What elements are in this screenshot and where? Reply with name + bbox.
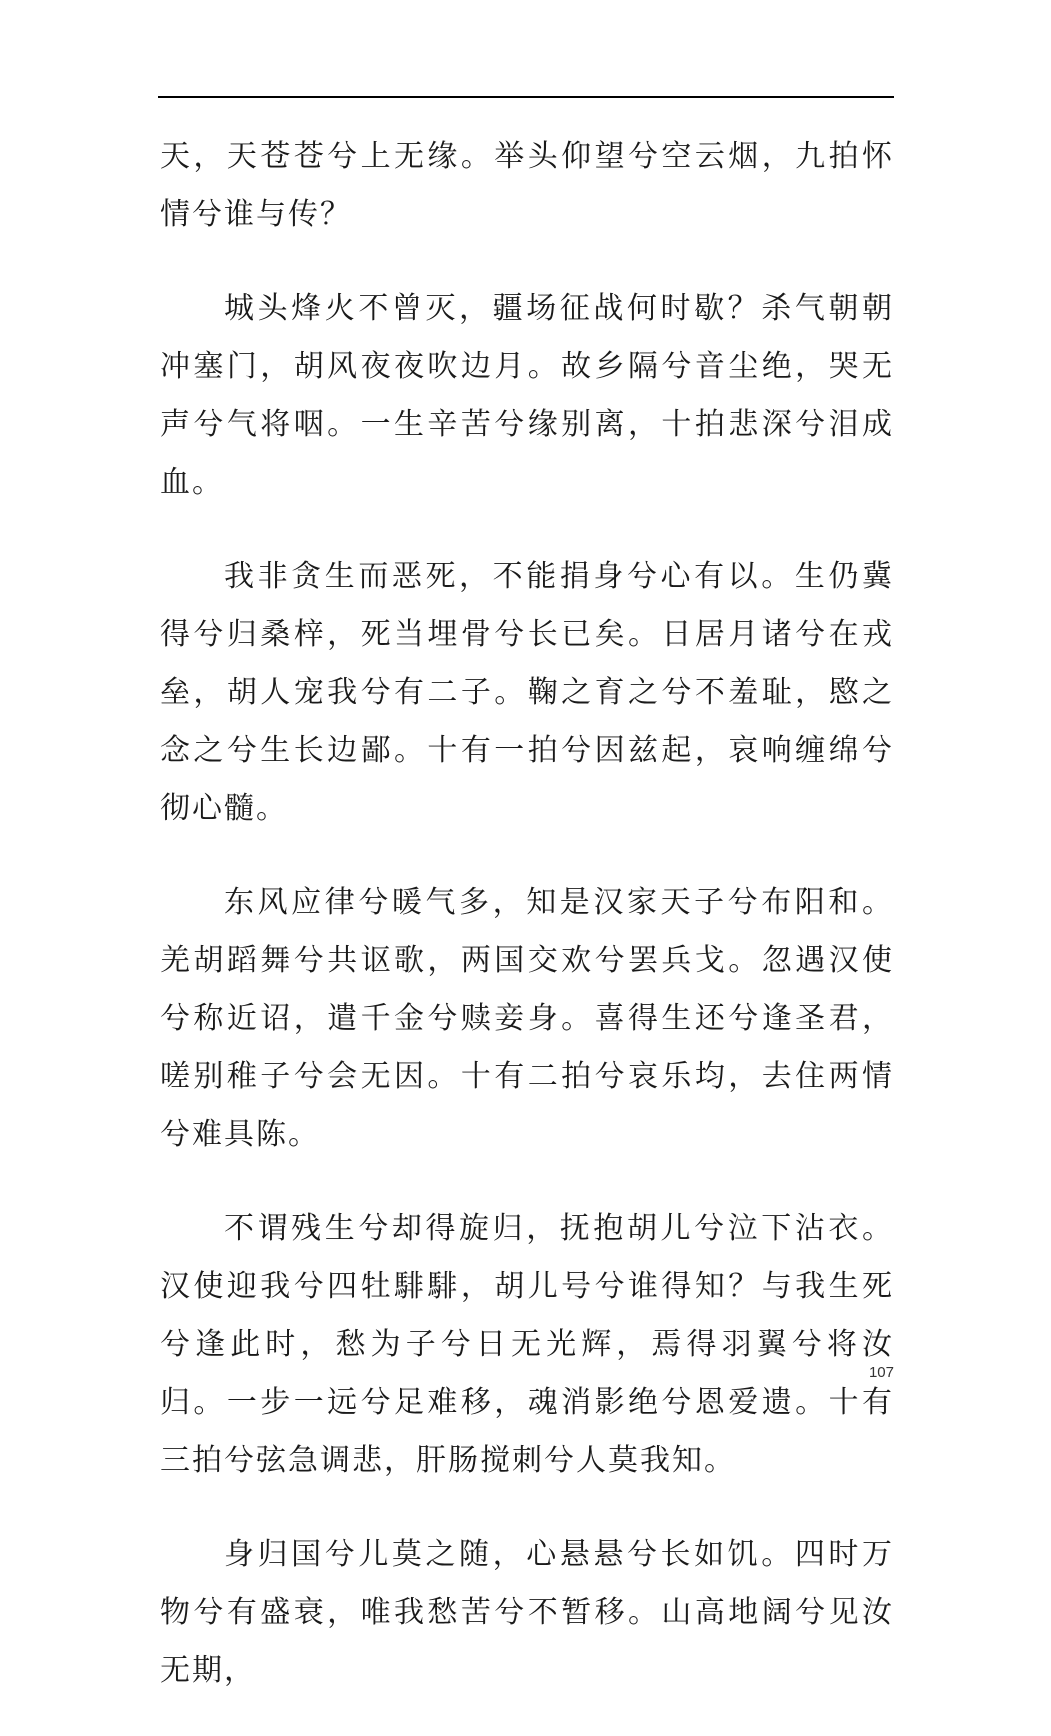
- paragraph: 城头烽火不曾灭，疆场征战何时歇？杀气朝朝冲塞门，胡风夜夜吹边月。故乡隔兮音尘绝，哭无声兮气将咽。一生辛苦兮缘别离，十拍悲深兮泪成血。: [160, 291, 894, 500]
- paragraph: 身归国兮儿莫之随，心悬悬兮长如饥。四时万物兮有盛衰，唯我愁苦兮不暂移。山高地阔兮见汝无期，: [160, 1537, 894, 1688]
- page-number: 107: [868, 1364, 894, 1381]
- paragraph: 东风应律兮暖气多，知是汉家天子兮布阳和。羌胡蹈舞兮共讴歌，两国交欢兮罢兵戈。忽遇汉使兮称近诏，遣千金兮赎妾身。喜得生还兮逢圣君，嗟别稚子兮会无因。十有二拍兮哀乐均，去住两情兮难具陈。: [160, 885, 894, 1152]
- header-rule: [158, 96, 894, 98]
- paragraph-continued: 天，天苍苍兮上无缘。举头仰望兮空云烟，九拍怀情兮谁与传？: [160, 139, 894, 232]
- paragraph: 不谓残生兮却得旋归，抚抱胡儿兮泣下沾衣。汉使迎我兮四牡騑騑，胡儿号兮谁得知？与我生死兮逢此时，愁为子兮日无光辉，焉得羽翼兮将汝归。一步一远兮足难移，魂消影绝兮恩爱遗。十有三拍兮弦急调悲，肝肠搅刺兮人莫我知。: [160, 1211, 894, 1478]
- paragraph: 我非贪生而恶死，不能捐身兮心有以。生仍冀得兮归桑梓，死当埋骨兮长已矣。日居月诸兮在戎垒，胡人宠我兮有二子。鞠之育之兮不羞耻，愍之念之兮生长边鄙。十有一拍兮因兹起，哀响缠绵兮彻心髓。: [160, 559, 894, 826]
- body-text: [160, 128, 894, 1736]
